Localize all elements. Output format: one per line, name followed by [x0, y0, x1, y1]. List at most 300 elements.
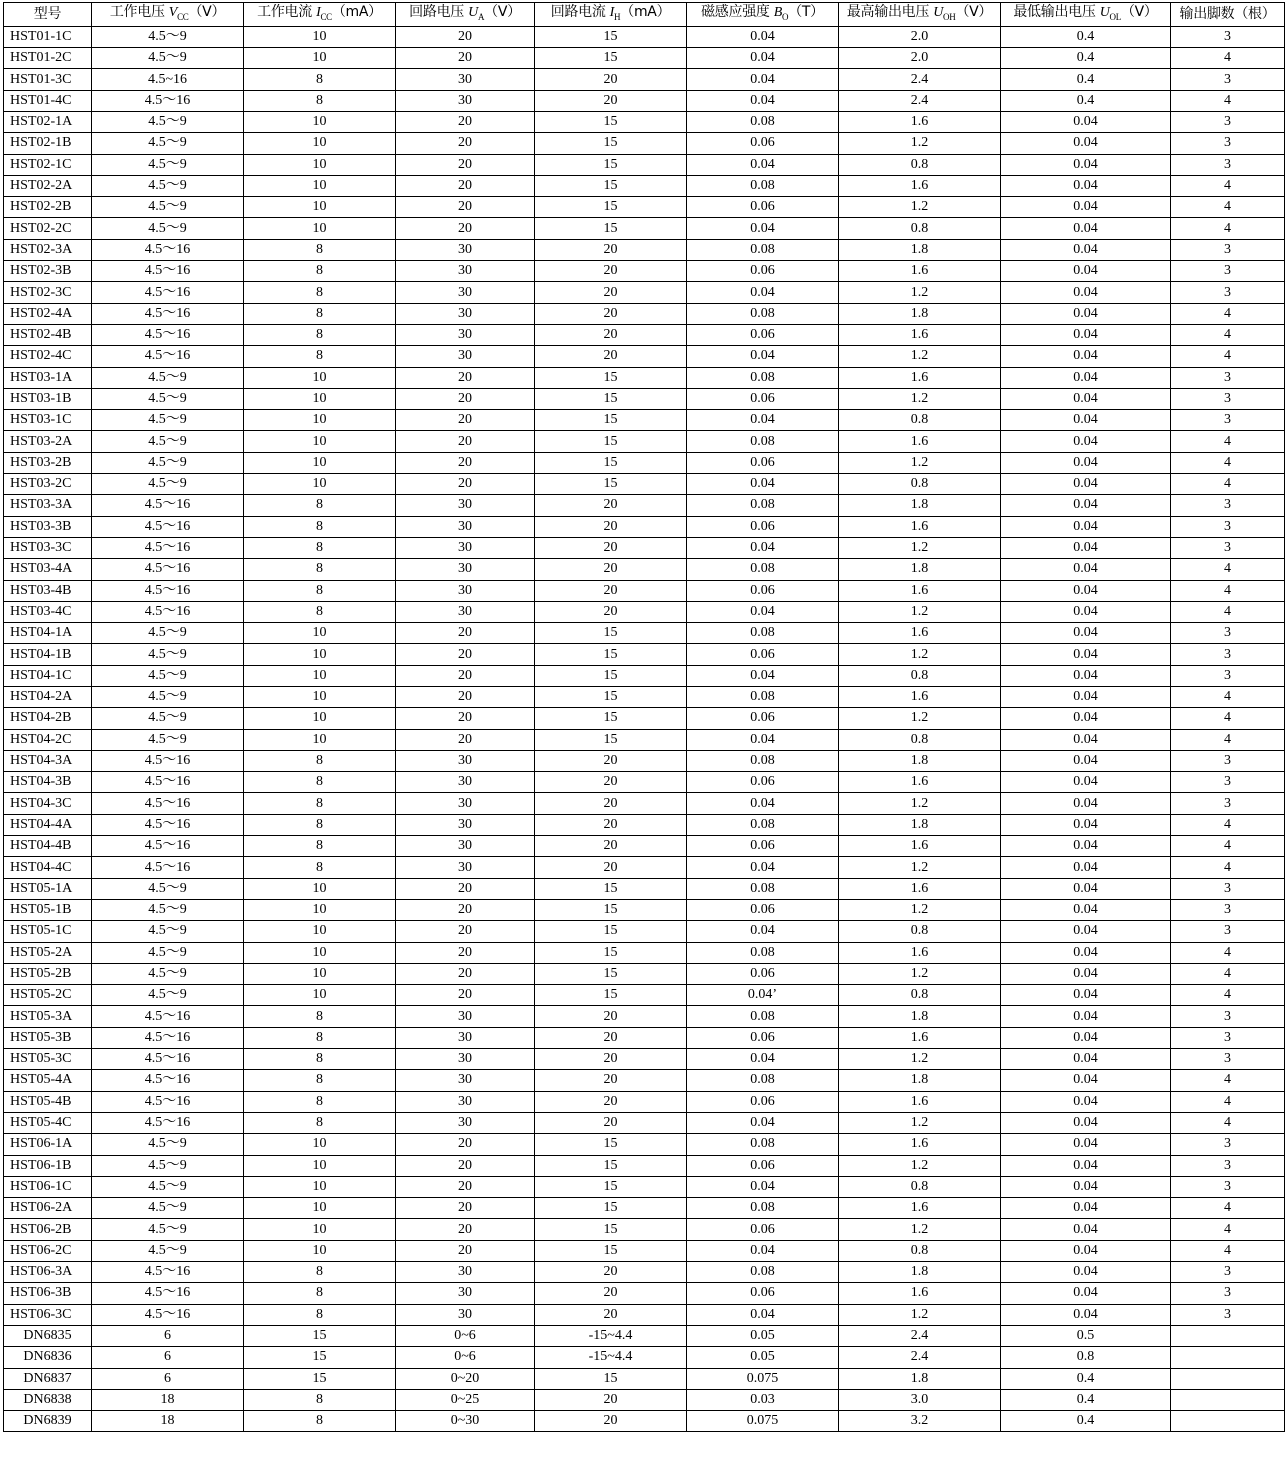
table-cell: 1.2: [839, 1155, 1001, 1176]
table-row: [4, 367, 1285, 388]
table-cell: 20: [535, 239, 687, 260]
model-cell: HST02-4B: [4, 324, 92, 345]
table-cell: 1.6: [839, 580, 1001, 601]
table-cell: 30: [396, 282, 535, 303]
model-cell: HST02-3B: [4, 261, 92, 282]
table-cell: 3: [1171, 899, 1285, 920]
table-cell: 0.08: [687, 1198, 839, 1219]
table-cell: 15: [535, 1240, 687, 1261]
table-cell: 1.6: [839, 942, 1001, 963]
model-cell: HST04-1A: [4, 623, 92, 644]
model-cell: HST02-2A: [4, 175, 92, 196]
table-cell: 20: [535, 580, 687, 601]
table-cell: 10: [244, 899, 396, 920]
table-cell: 20: [396, 133, 535, 154]
table-cell: 4.5～9: [92, 1155, 244, 1176]
table-cell: 0.04: [1001, 218, 1171, 239]
table-cell: 30: [396, 857, 535, 878]
table-cell: 20: [396, 410, 535, 431]
table-row: [4, 90, 1285, 111]
table-cell: 0.08: [687, 750, 839, 771]
table-cell: 3: [1171, 111, 1285, 132]
table-cell: 3: [1171, 793, 1285, 814]
table-cell: 1.6: [839, 261, 1001, 282]
table-cell: 0~6: [396, 1347, 535, 1368]
table-cell: 3: [1171, 69, 1285, 90]
table-row: [4, 814, 1285, 835]
table-cell: 4: [1171, 580, 1285, 601]
table-cell: 20: [396, 1155, 535, 1176]
table-cell: 20: [535, 857, 687, 878]
table-cell: 0.4: [1001, 48, 1171, 69]
column-header-label: 回路电流: [550, 4, 610, 20]
table-cell: 8: [244, 1262, 396, 1283]
table-cell: 30: [396, 1006, 535, 1027]
table-cell: 0.04: [1001, 729, 1171, 750]
table-cell: 10: [244, 1134, 396, 1155]
table-cell: 4.5～16: [92, 1027, 244, 1048]
table-cell: 0.04: [1001, 537, 1171, 558]
table-cell: 0.04: [1001, 878, 1171, 899]
model-cell: DN6838: [4, 1389, 92, 1410]
column-header-subscript: H: [614, 11, 621, 22]
table-cell: 0.05: [687, 1347, 839, 1368]
table-cell: 30: [396, 324, 535, 345]
table-cell: 10: [244, 1198, 396, 1219]
table-cell: 0.04: [1001, 1134, 1171, 1155]
table-cell: 3.2: [839, 1411, 1001, 1432]
table-row: [4, 772, 1285, 793]
table-cell: 2.4: [839, 1325, 1001, 1346]
table-cell: 0.04: [1001, 1112, 1171, 1133]
table-cell: 0.8: [839, 154, 1001, 175]
table-cell: 6: [92, 1347, 244, 1368]
column-header-label: 工作电流: [257, 4, 317, 20]
model-cell: HST06-3B: [4, 1283, 92, 1304]
table-cell: 0.4: [1001, 1389, 1171, 1410]
table-cell: 10: [244, 1155, 396, 1176]
table-cell: 15: [535, 367, 687, 388]
table-cell: 10: [244, 644, 396, 665]
table-cell: 4: [1171, 1112, 1285, 1133]
table-cell: 15: [535, 1155, 687, 1176]
table-cell: 20: [535, 303, 687, 324]
table-cell: 4.5～16: [92, 1283, 244, 1304]
table-cell: 0.8: [839, 985, 1001, 1006]
table-row: [4, 26, 1285, 47]
model-cell: HST03-2A: [4, 431, 92, 452]
table-cell: 0.08: [687, 303, 839, 324]
table-cell: 8: [244, 559, 396, 580]
model-cell: HST06-2A: [4, 1198, 92, 1219]
table-cell: 0.04: [687, 48, 839, 69]
table-cell: 20: [396, 878, 535, 899]
table-cell: 0.04: [687, 601, 839, 622]
model-cell: HST05-1C: [4, 921, 92, 942]
table-row: [4, 1091, 1285, 1112]
column-header-subscript: OH: [943, 11, 956, 22]
table-cell: 20: [396, 623, 535, 644]
table-cell: 4.5～9: [92, 623, 244, 644]
table-cell: 0.08: [687, 495, 839, 516]
table-cell: 15: [535, 48, 687, 69]
table-row: [4, 261, 1285, 282]
model-cell: HST05-3C: [4, 1049, 92, 1070]
column-header-label: 工作电压: [109, 4, 169, 20]
model-cell: HST03-1A: [4, 367, 92, 388]
table-cell: 10: [244, 942, 396, 963]
table-cell: 4.5～16: [92, 1091, 244, 1112]
table-cell: 15: [535, 26, 687, 47]
table-row: [4, 1262, 1285, 1283]
table-cell: 0.04: [1001, 367, 1171, 388]
model-cell: HST03-1B: [4, 388, 92, 409]
table-row: [4, 963, 1285, 984]
table-cell: 20: [535, 1006, 687, 1027]
table-cell: 0.075: [687, 1368, 839, 1389]
table-cell: 20: [396, 474, 535, 495]
table-cell: 0.06: [687, 1027, 839, 1048]
model-cell: HST01-2C: [4, 48, 92, 69]
table-cell: 4: [1171, 1070, 1285, 1091]
table-cell: 4: [1171, 963, 1285, 984]
table-cell: 30: [396, 303, 535, 324]
table-cell: 4: [1171, 303, 1285, 324]
table-cell: 4.5～9: [92, 1240, 244, 1261]
table-cell: 0.08: [687, 814, 839, 835]
table-cell: 0.06: [687, 963, 839, 984]
table-cell: 0.4: [1001, 1411, 1171, 1432]
table-cell: 8: [244, 303, 396, 324]
column-header-symbol: U: [1099, 5, 1110, 20]
table-cell: 0.08: [687, 1070, 839, 1091]
table-cell: 10: [244, 26, 396, 47]
table-cell: 0.04: [687, 410, 839, 431]
table-row: [4, 388, 1285, 409]
table-cell: 10: [244, 218, 396, 239]
table-cell: 4: [1171, 324, 1285, 345]
table-cell: 4.5～16: [92, 324, 244, 345]
table-cell: 0~6: [396, 1325, 535, 1346]
model-cell: HST02-1C: [4, 154, 92, 175]
table-cell: 20: [396, 921, 535, 942]
table-cell: 0.04: [1001, 324, 1171, 345]
table-cell: 20: [535, 282, 687, 303]
table-cell: 18: [92, 1389, 244, 1410]
table-cell: 3: [1171, 1027, 1285, 1048]
table-cell: 4: [1171, 814, 1285, 835]
table-row: [4, 708, 1285, 729]
table-row: [4, 836, 1285, 857]
table-cell: 20: [535, 537, 687, 558]
table-row: [4, 1198, 1285, 1219]
table-cell: 0.04: [1001, 474, 1171, 495]
table-cell: 0.06: [687, 388, 839, 409]
column-header: [1171, 3, 1285, 27]
table-cell: 0.04: [1001, 1049, 1171, 1070]
table-cell: 1.2: [839, 452, 1001, 473]
model-cell: DN6839: [4, 1411, 92, 1432]
table-cell: 30: [396, 750, 535, 771]
table-cell: 4.5～16: [92, 836, 244, 857]
table-cell: 0.4: [1001, 69, 1171, 90]
table-cell: 0.06: [687, 1219, 839, 1240]
table-cell: 0.06: [687, 899, 839, 920]
table-cell: 4.5～9: [92, 111, 244, 132]
table-cell: 15: [535, 1134, 687, 1155]
model-cell: HST04-4A: [4, 814, 92, 835]
table-cell: 8: [244, 857, 396, 878]
table-cell: 0.04: [687, 154, 839, 175]
table-cell: 3: [1171, 665, 1285, 686]
table-cell: 0.04: [1001, 623, 1171, 644]
table-cell: 4.5～16: [92, 1049, 244, 1070]
table-cell: 3: [1171, 367, 1285, 388]
table-cell: -15~4.4: [535, 1347, 687, 1368]
model-cell: HST06-1B: [4, 1155, 92, 1176]
table-cell: 3: [1171, 921, 1285, 942]
table-cell: 0.04: [1001, 410, 1171, 431]
table-cell: 30: [396, 537, 535, 558]
table-cell: 4.5～9: [92, 154, 244, 175]
table-cell: 4.5～9: [92, 218, 244, 239]
model-cell: HST02-3C: [4, 282, 92, 303]
table-cell: 10: [244, 623, 396, 644]
table-cell: 8: [244, 1112, 396, 1133]
table-cell: 3: [1171, 133, 1285, 154]
table-cell: 0.04: [1001, 154, 1171, 175]
table-cell: 0.04: [687, 793, 839, 814]
model-cell: HST01-4C: [4, 90, 92, 111]
table-row: [4, 857, 1285, 878]
table-cell: 4: [1171, 197, 1285, 218]
table-cell: 10: [244, 175, 396, 196]
table-cell: 15: [535, 218, 687, 239]
table-cell: 20: [535, 1262, 687, 1283]
table-cell: 0.8: [1001, 1347, 1171, 1368]
table-cell: 8: [244, 836, 396, 857]
model-cell: HST03-2C: [4, 474, 92, 495]
table-cell: 0.4: [1001, 26, 1171, 47]
model-cell: HST02-4A: [4, 303, 92, 324]
table-row: [4, 410, 1285, 431]
table-cell: 30: [396, 239, 535, 260]
table-cell: 1.2: [839, 1219, 1001, 1240]
table-row: [4, 687, 1285, 708]
table-cell: 0.08: [687, 687, 839, 708]
table-cell: 0.04: [1001, 559, 1171, 580]
table-cell: 0.08: [687, 942, 839, 963]
table-cell: 3.0: [839, 1389, 1001, 1410]
table-cell: 1.8: [839, 495, 1001, 516]
table-cell: 15: [535, 431, 687, 452]
table-cell: 0.04: [1001, 836, 1171, 857]
table-cell: 1.6: [839, 623, 1001, 644]
table-cell: 3: [1171, 516, 1285, 537]
model-cell: HST04-2B: [4, 708, 92, 729]
table-cell: 4.5～16: [92, 346, 244, 367]
table-cell: 0.08: [687, 175, 839, 196]
table-row: [4, 1134, 1285, 1155]
table-cell: 0.08: [687, 111, 839, 132]
table-cell: 30: [396, 580, 535, 601]
table-cell: 1.2: [839, 644, 1001, 665]
table-cell: 0.8: [839, 665, 1001, 686]
table-cell: 20: [535, 1091, 687, 1112]
table-cell: 0.8: [839, 474, 1001, 495]
table-cell: 20: [396, 687, 535, 708]
table-cell: 10: [244, 729, 396, 750]
table-cell: 0.08: [687, 559, 839, 580]
table-cell: 3: [1171, 495, 1285, 516]
table-cell: 4.5～16: [92, 282, 244, 303]
table-cell: 1.2: [839, 601, 1001, 622]
table-cell: 30: [396, 69, 535, 90]
table-cell: 3: [1171, 261, 1285, 282]
table-cell: 10: [244, 197, 396, 218]
table-cell: 1.6: [839, 878, 1001, 899]
table-cell: 4.5~16: [92, 69, 244, 90]
table-cell: 3: [1171, 750, 1285, 771]
table-cell: 8: [244, 1027, 396, 1048]
table-cell: 4.5～16: [92, 750, 244, 771]
table-cell: 0.04: [1001, 1091, 1171, 1112]
table-cell: 0.4: [1001, 1368, 1171, 1389]
table-cell: 20: [396, 388, 535, 409]
table-cell: 20: [396, 197, 535, 218]
model-cell: HST06-1A: [4, 1134, 92, 1155]
table-cell: 0.04: [1001, 1304, 1171, 1325]
table-cell: 4.5～9: [92, 899, 244, 920]
table-cell: 20: [396, 111, 535, 132]
table-cell: 10: [244, 1219, 396, 1240]
table-cell: 8: [244, 495, 396, 516]
table-cell: 20: [396, 218, 535, 239]
table-cell: 4.5～9: [92, 942, 244, 963]
model-cell: HST06-3A: [4, 1262, 92, 1283]
table-cell: 4.5～9: [92, 1134, 244, 1155]
table-cell: 15: [535, 388, 687, 409]
table-cell: 4: [1171, 857, 1285, 878]
table-row: [4, 1112, 1285, 1133]
table-cell: 20: [535, 1389, 687, 1410]
table-row: [4, 985, 1285, 1006]
model-cell: HST05-4A: [4, 1070, 92, 1091]
column-header: [396, 3, 535, 27]
table-cell: 10: [244, 410, 396, 431]
table-row: [4, 69, 1285, 90]
table-row: [4, 729, 1285, 750]
table-cell: 4: [1171, 1091, 1285, 1112]
table-cell: 1.2: [839, 133, 1001, 154]
table-cell: 0.04: [1001, 601, 1171, 622]
table-row: [4, 452, 1285, 473]
table-cell: 0.06: [687, 708, 839, 729]
table-cell: 0.04: [1001, 963, 1171, 984]
table-cell: 20: [535, 793, 687, 814]
table-cell: 20: [396, 431, 535, 452]
table-cell: 15: [535, 942, 687, 963]
table-row: [4, 1240, 1285, 1261]
table-cell: 3: [1171, 410, 1285, 431]
table-cell: 0.08: [687, 1262, 839, 1283]
table-cell: 0~25: [396, 1389, 535, 1410]
table-cell: 0.05: [687, 1325, 839, 1346]
table-row: [4, 1027, 1285, 1048]
table-cell: 0.03: [687, 1389, 839, 1410]
table-cell: 2.0: [839, 26, 1001, 47]
table-cell: 0.06: [687, 772, 839, 793]
model-cell: HST02-4C: [4, 346, 92, 367]
table-cell: 0.08: [687, 1006, 839, 1027]
table-cell: 1.6: [839, 431, 1001, 452]
table-cell: 0.06: [687, 261, 839, 282]
table-cell: 0.08: [687, 1134, 839, 1155]
column-header-unit: （T）: [788, 4, 824, 20]
table-cell: 20: [396, 1240, 535, 1261]
table-cell: 4: [1171, 559, 1285, 580]
table-cell: 3: [1171, 1283, 1285, 1304]
table-cell: 0.06: [687, 1155, 839, 1176]
table-cell: 8: [244, 516, 396, 537]
model-cell: DN6837: [4, 1368, 92, 1389]
table-cell: 3: [1171, 878, 1285, 899]
table-cell: 0.8: [839, 218, 1001, 239]
table-cell: 10: [244, 133, 396, 154]
model-cell: HST03-3B: [4, 516, 92, 537]
table-cell: 0.04: [687, 69, 839, 90]
table-cell: 0.04: [1001, 580, 1171, 601]
table-cell: 6: [92, 1325, 244, 1346]
table-row: [4, 197, 1285, 218]
table-row: [4, 516, 1285, 537]
table-cell: 20: [396, 985, 535, 1006]
table-cell: 20: [396, 1176, 535, 1197]
column-header: [839, 3, 1001, 27]
model-cell: HST05-4B: [4, 1091, 92, 1112]
table-cell: 20: [396, 26, 535, 47]
table-cell: 3: [1171, 154, 1285, 175]
table-cell: 0.04: [687, 282, 839, 303]
table-cell: 30: [396, 1112, 535, 1133]
table-cell: 15: [535, 729, 687, 750]
model-cell: HST03-4C: [4, 601, 92, 622]
column-header: [244, 3, 396, 27]
table-row: [4, 303, 1285, 324]
table-body: [4, 26, 1285, 1432]
table-cell: 0.04: [1001, 708, 1171, 729]
table-cell: 0.04: [1001, 239, 1171, 260]
table-cell: 4.5～16: [92, 1070, 244, 1091]
table-cell: 1.6: [839, 1283, 1001, 1304]
model-cell: HST06-2C: [4, 1240, 92, 1261]
table-cell: 4.5～9: [92, 48, 244, 69]
table-cell: 30: [396, 559, 535, 580]
table-cell: 20: [535, 1027, 687, 1048]
table-cell: 0.04: [1001, 793, 1171, 814]
table-cell: 4.5～9: [92, 1176, 244, 1197]
table-row: [4, 644, 1285, 665]
column-header-subscript: CC: [177, 11, 189, 22]
table-cell: 1.6: [839, 516, 1001, 537]
table-cell: 10: [244, 963, 396, 984]
table-cell: 4: [1171, 601, 1285, 622]
table-cell: 8: [244, 1070, 396, 1091]
model-cell: HST03-3C: [4, 537, 92, 558]
column-header-symbol: U: [468, 5, 478, 20]
table-row: [4, 559, 1285, 580]
model-cell: HST04-2A: [4, 687, 92, 708]
